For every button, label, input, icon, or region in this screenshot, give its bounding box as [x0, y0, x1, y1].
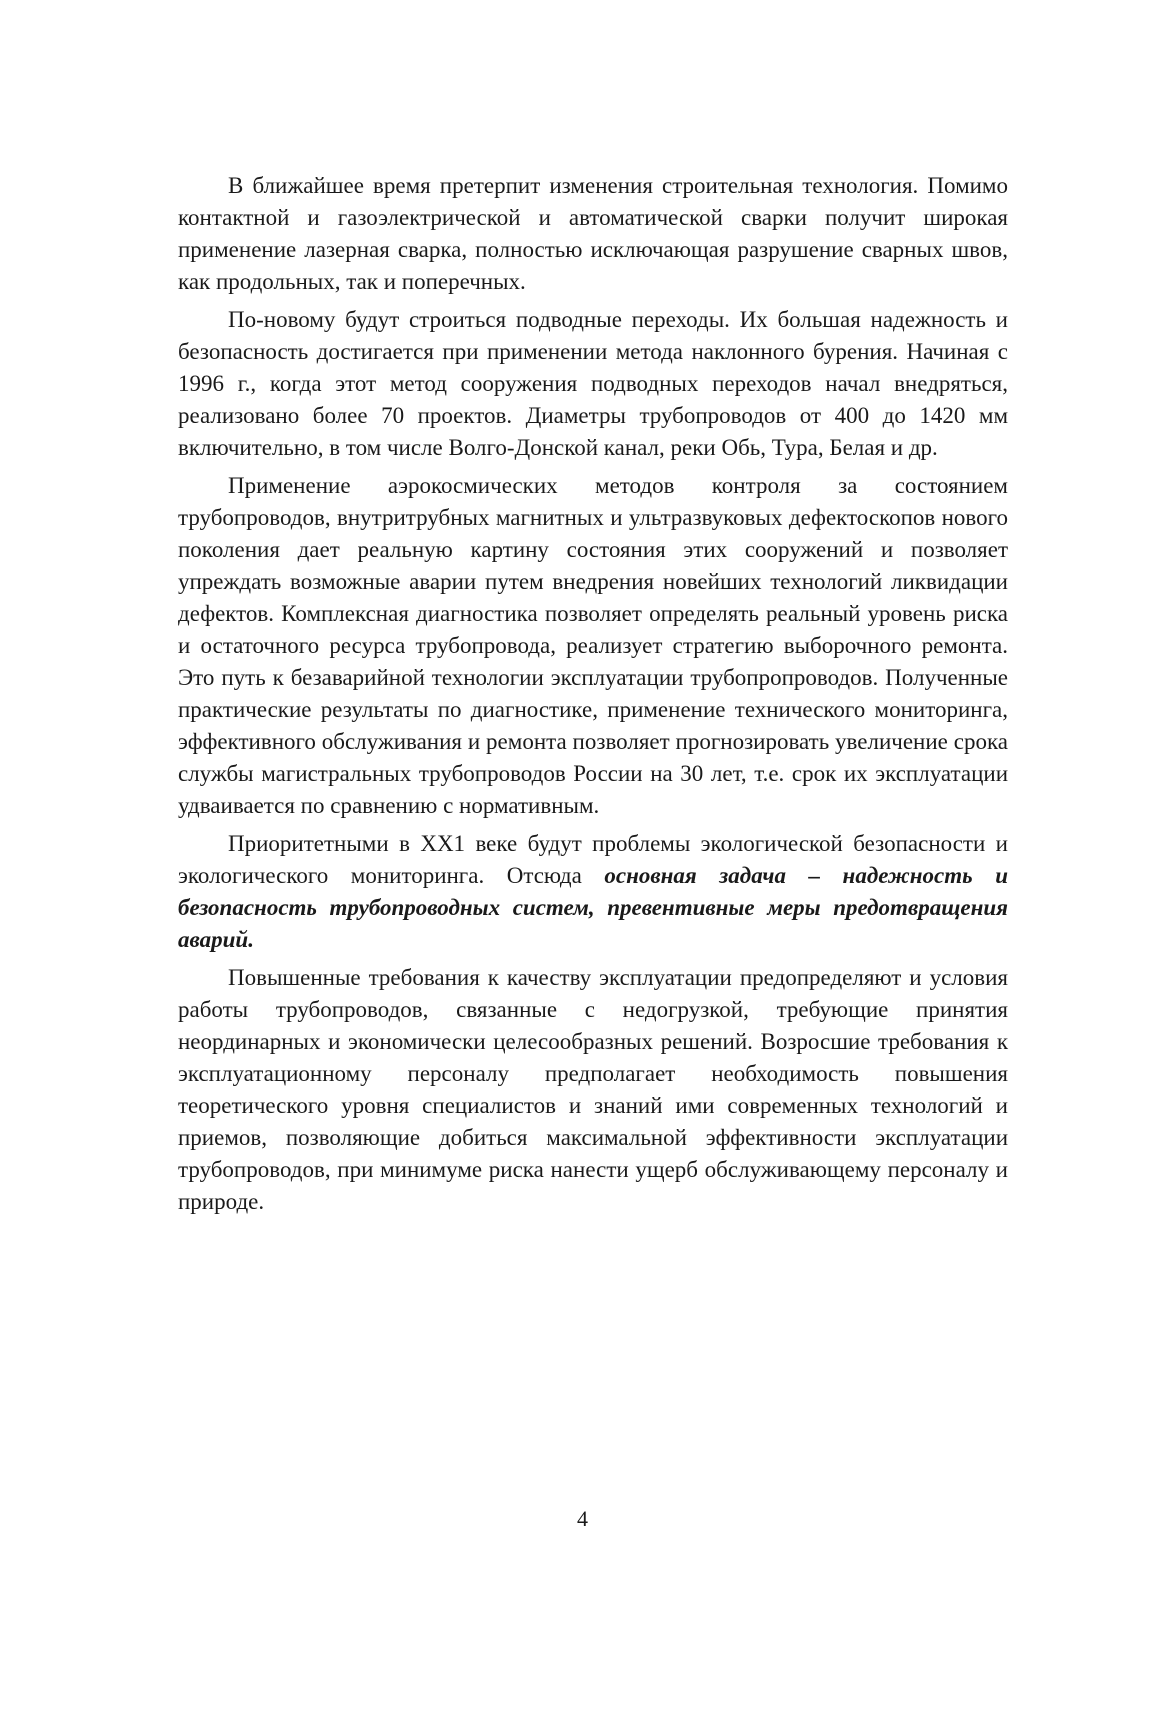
paragraph-ecology: [178, 828, 1008, 956]
paragraph-requirements: Повышенные требования к качеству эксплуатации предопределяют и условия работы трубопроводов, связанные с недогрузкой, требующие принятия неординарных и экономически целесообразных решений. Возросшие требования к эксплуатационному персоналу предполагает необходимость повышения теоретического уровня специалистов и знаний ими современных технологий и приемов, позволяющие добиться максимальной эффективности эксплуатации трубопроводов, при минимуме риска нанести ущерб обслуживающему персоналу и природе.: [178, 965, 1008, 1214]
paragraph-welding: В ближайшее время претерпит изменения строительная технология. Помимо контактной и газоэлектрической и автоматической сварки получит широкая применение лазерная сварка, полностью исключающая разрушение сварных швов, как продольных, так и поперечных.: [178, 173, 1008, 294]
body-text: [178, 170, 1008, 1224]
paragraph-ecology-emphasis: основная задача – надежность и безопасность трубопроводных систем, превентивные меры предотвращения аварий.: [178, 863, 1008, 952]
paragraph-ecology-text: Приоритетными в ХХ1 веке будут проблемы экологической безопасности и экологического мониторинга. Отсюда: [178, 831, 1008, 888]
paragraph-underwater-crossings: По-новому будут строиться подводные переходы. Их большая надежность и безопасность достигается при применении метода наклонного бурения. Начиная с 1996 г., когда этот метод сооружения подводных переходов начал внедряться, реализовано более 70 проектов. Диаметры трубопроводов от 400 до 1420 мм включительно, в том числе Волго-Донской канал, реки Обь, Тура, Белая и др.: [178, 307, 1008, 460]
page-number: 4: [577, 1506, 588, 1531]
paragraph-diagnostics: Применение аэрокосмических методов контроля за состоянием трубопроводов, внутритрубных магнитных и ультразвуковых дефектоскопов нового поколения дает реальную картину состояния этих сооружений и позволяет упреждать возможные аварии путем внедрения новейших технологий ликвидации дефектов. Комплексная диагностика позволяет определять реальный уровень риска и остаточного ресурса трубопровода, реализует стратегию выборочного ремонта. Это путь к безаварийной технологии эксплуатации трубопропроводов. Полученные практические результаты по диагностике, применение технического мониторинга, эффективного обслуживания и ремонта позволяет прогнозировать увеличение срока службы магистральных трубопроводов России на 30 лет, т.е. срок их эксплуатации удваивается по сравнению с нормативным.: [178, 473, 1008, 818]
